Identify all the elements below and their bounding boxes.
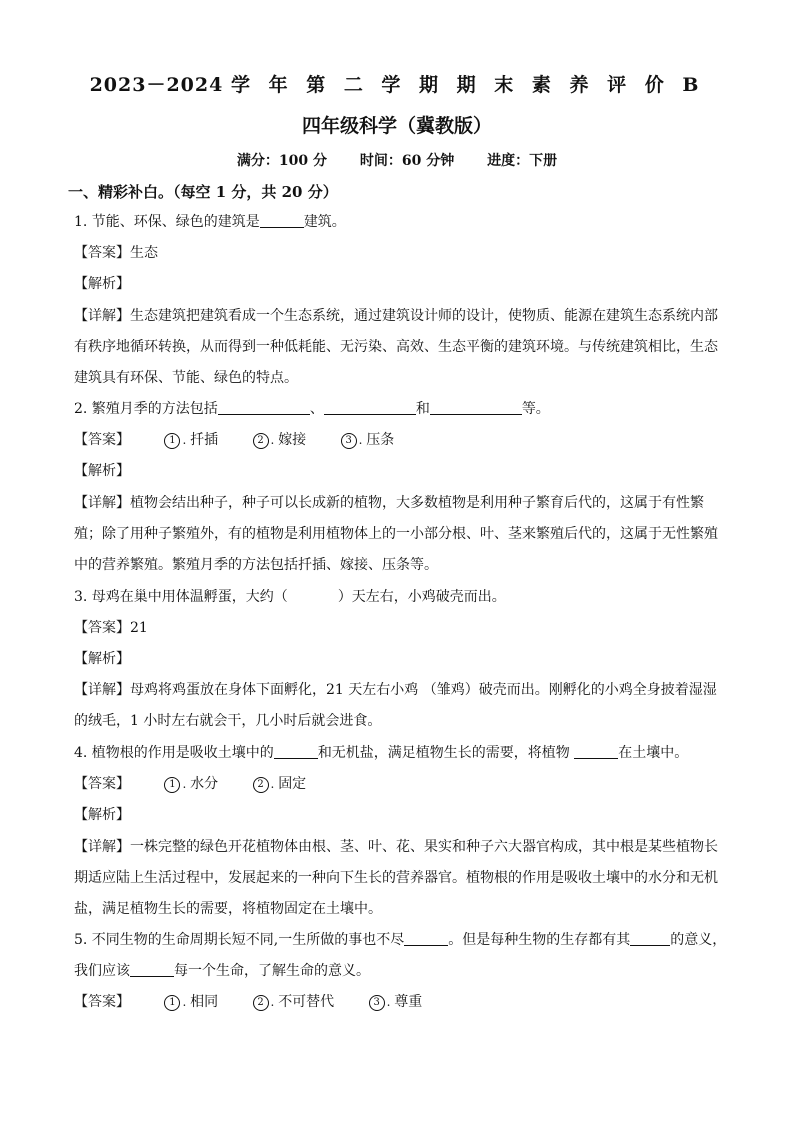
option-text: 尊重 bbox=[394, 994, 423, 1010]
detail-text: 一株完整的绿色开花植物体由根、茎、叶、花、果实和种子六大器官构成，其中根是某些植物长期适应陆上生活过程中，发展起来的一种向下生长的营养器官。植物根的作用是吸收土壤中的水分和无机盐，满足植物生长的需要，将植物固定在土壤中。 bbox=[74, 839, 718, 917]
analysis-label: 【解析】 bbox=[74, 463, 130, 479]
detail-1 bbox=[74, 301, 720, 394]
answer-label: 【答案】 bbox=[74, 620, 130, 636]
analysis-label: 【解析】 bbox=[74, 276, 130, 292]
exam-title bbox=[0, 70, 794, 97]
question-stem: 5. 不同生物的生命周期长短不同,一生所做的事也不尽 bbox=[74, 932, 405, 948]
answer-blank bbox=[260, 213, 304, 228]
answer-3 bbox=[74, 618, 148, 638]
question-stem: 2. 繁殖月季的方法包括 bbox=[74, 401, 218, 417]
analysis-label: 【解析】 bbox=[74, 807, 130, 823]
option-text: 固定 bbox=[278, 776, 307, 792]
detail-label: 【详解】 bbox=[74, 839, 130, 855]
option-text: 相同 bbox=[190, 994, 219, 1010]
option-text: 压条 bbox=[366, 432, 395, 448]
answer-blank bbox=[324, 400, 416, 415]
exam-meta bbox=[0, 150, 794, 170]
answer-blank bbox=[274, 744, 318, 759]
question-stem: 等。 bbox=[521, 401, 550, 417]
question-stem: 4. 植物根的作用是吸收土壤中的 bbox=[74, 745, 274, 761]
answer-text: 生态 bbox=[130, 245, 158, 261]
answer-option: 1 . 扦插 bbox=[164, 432, 218, 448]
answer-blank bbox=[218, 400, 310, 415]
option-number: 3 bbox=[369, 995, 385, 1011]
title-text: 学 年 第 二 学 期 期 末 素 养 评 价 B bbox=[230, 74, 705, 96]
exam-progress: 进度：下册 bbox=[487, 153, 558, 169]
question-stem: 3. 母鸡在巢中用体温孵蛋，大约（ bbox=[74, 589, 288, 605]
option-text: 嫁接 bbox=[278, 432, 307, 448]
detail-2 bbox=[74, 488, 720, 581]
full-score: 满分：100 分 bbox=[236, 153, 327, 169]
detail-label: 【详解】 bbox=[74, 682, 130, 698]
detail-4 bbox=[74, 832, 720, 925]
question-stem: 每一个生命，了解生命的意义。 bbox=[174, 963, 370, 979]
question-stem: 的意义， bbox=[670, 932, 727, 948]
option-number: 1 bbox=[164, 995, 180, 1011]
answer-text: 21 bbox=[130, 620, 148, 636]
option-number: 1 bbox=[164, 433, 180, 449]
question-3 bbox=[74, 587, 506, 607]
analysis-label: 【解析】 bbox=[74, 651, 130, 667]
answer-option: 1 . 水分 bbox=[164, 776, 218, 792]
answer-2 bbox=[74, 430, 394, 450]
answer-blank bbox=[630, 931, 670, 946]
answer-option: 3 . 尊重 bbox=[369, 994, 423, 1010]
question-stem: ）天左右，小鸡破壳而出。 bbox=[337, 589, 506, 605]
title-year: 2023－2024 bbox=[89, 74, 224, 96]
question-4 bbox=[74, 743, 688, 763]
detail-label: 【详解】 bbox=[74, 495, 130, 511]
option-number: 2 bbox=[253, 995, 269, 1011]
question-stem: 和无机盐，满足植物生长的需要，将植物 bbox=[317, 745, 575, 761]
option-number: 2 bbox=[253, 433, 269, 449]
detail-text: 母鸡将鸡蛋放在身体下面孵化，21 天左右小鸡 （雏鸡）破壳而出。刚孵化的小鸡全身披着湿湿的绒毛，1 小时左右就会干，几小时后就会进食。 bbox=[74, 682, 717, 729]
section-heading: 一、精彩补白。（每空 1 分，共 20 分） bbox=[68, 183, 338, 201]
answer-5 bbox=[74, 992, 422, 1012]
question-1 bbox=[74, 212, 346, 232]
detail-text: 生态建筑把建筑看成一个生态系统，通过建筑设计师的设计，使物质、能源在建筑生态系统内部有秩序地循环转换，从而得到一种低耗能、无污染、高效、生态平衡的建筑环境。与传统建筑相比，生态建筑具有环保、节能、绿色的特点。 bbox=[74, 308, 718, 386]
question-stem: 在土壤中。 bbox=[618, 745, 689, 761]
question-stem: 1. 节能、环保、绿色的建筑是 bbox=[74, 214, 260, 230]
option-text: 不可替代 bbox=[278, 994, 335, 1010]
detail-label: 【详解】 bbox=[74, 308, 130, 324]
detail-3 bbox=[74, 675, 720, 737]
answer-label: 【答案】 bbox=[74, 245, 130, 261]
question-stem: 建筑。 bbox=[303, 214, 346, 230]
answer-4 bbox=[74, 774, 306, 794]
question-stem: 和 bbox=[415, 401, 430, 417]
answer-option: 2 . 嫁接 bbox=[253, 432, 307, 448]
question-stem: 、 bbox=[309, 401, 324, 417]
answer-blank bbox=[574, 744, 618, 759]
exam-subtitle: 四年级科学（冀教版） bbox=[301, 115, 492, 137]
option-number: 1 bbox=[164, 777, 180, 793]
answer-label: 【答案】 bbox=[74, 994, 130, 1010]
answer-option: 3 . 压条 bbox=[341, 432, 395, 448]
question-5-line-1 bbox=[74, 930, 726, 950]
option-text: 水分 bbox=[190, 776, 219, 792]
option-text: 扦插 bbox=[190, 432, 219, 448]
answer-option: 2 . 固定 bbox=[253, 776, 307, 792]
answer-label: 【答案】 bbox=[74, 432, 130, 448]
answer-1 bbox=[74, 243, 158, 263]
option-number: 3 bbox=[341, 433, 357, 449]
question-stem: 。但是每种生物的生存都有其 bbox=[448, 932, 631, 948]
answer-option: 1 . 相同 bbox=[164, 994, 218, 1010]
answer-option: 2 . 不可替代 bbox=[253, 994, 335, 1010]
question-2 bbox=[74, 399, 550, 419]
answer-blank bbox=[430, 400, 522, 415]
exam-time: 时间：60 分钟 bbox=[359, 153, 455, 169]
question-stem: 我们应该 bbox=[74, 963, 130, 979]
option-number: 2 bbox=[253, 777, 269, 793]
answer-blank bbox=[130, 962, 174, 977]
answer-blank bbox=[404, 931, 448, 946]
detail-text: 植物会结出种子，种子可以长成新的植物，大多数植物是利用种子繁育后代的，这属于有性繁殖；除了用种子繁殖外，有的植物是利用植物体上的一小部分根、叶、茎来繁殖后代的，这属于无性繁殖中的营养繁殖。繁殖月季的方法包括扦插、嫁接、压条等。 bbox=[74, 495, 718, 573]
question-5-line-2 bbox=[74, 961, 370, 981]
answer-label: 【答案】 bbox=[74, 776, 130, 792]
